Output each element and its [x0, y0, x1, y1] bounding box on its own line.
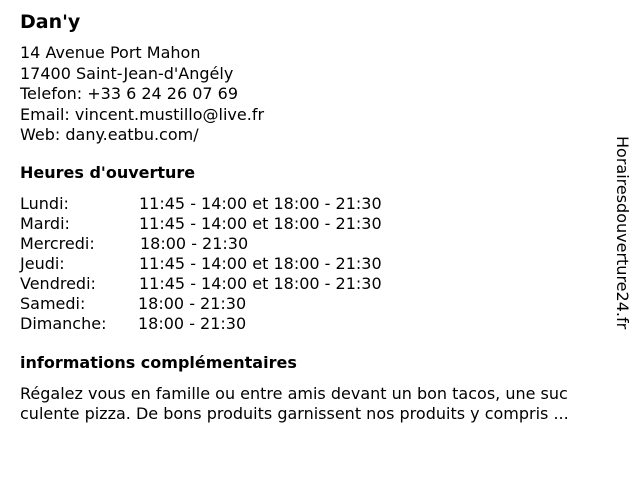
info-line-1: Régalez vous en famille ou entre amis devant un bon tacos, une suc — [20, 384, 568, 403]
hours-time: 18:00 - 21:30 — [138, 314, 247, 333]
info-line-2: culente pizza. De bons produits garnissent nos produits y compris ... — [20, 404, 569, 423]
hours-time: 18:00 - 21:30 — [138, 294, 247, 313]
address-city: 17400 Saint-Jean-d'Angély — [20, 63, 234, 83]
hours-row-monday — [20, 194, 382, 214]
hours-row-saturday — [20, 294, 382, 314]
hours-time: 11:45 - 14:00 et 18:00 - 21:30 — [139, 194, 382, 213]
address-street: 14 Avenue Port Mahon — [20, 43, 201, 62]
hours-row-wednesday — [20, 234, 382, 254]
hours-time: 11:45 - 14:00 et 18:00 - 21:30 — [139, 214, 382, 233]
website-address: Web: dany.eatbu.com/ — [20, 125, 199, 144]
hours-time: 11:45 - 14:00 et 18:00 - 21:30 — [139, 254, 382, 273]
contact-block — [20, 43, 264, 146]
hours-row-thursday — [20, 254, 382, 274]
hours-day: Dimanche: — [20, 314, 107, 333]
hours-row-tuesday — [20, 214, 382, 234]
hours-time: 18:00 - 21:30 — [140, 234, 249, 253]
additional-info-text — [20, 384, 625, 424]
email-address: Email: vincent.mustillo@live.fr — [20, 104, 265, 124]
hours-row-friday — [20, 274, 382, 294]
hours-day: Mardi: — [20, 214, 70, 233]
hours-day: Samedi: — [20, 294, 86, 313]
hours-day: Mercredi: — [20, 234, 95, 253]
hours-day: Vendredi: — [20, 274, 96, 293]
hours-time: 11:45 - 14:00 et 18:00 - 21:30 — [139, 274, 382, 293]
additional-info-heading: informations complémentaires — [20, 353, 297, 372]
hours-day: Jeudi: — [20, 254, 65, 273]
opening-hours-list — [20, 194, 382, 334]
opening-hours-heading: Heures d'ouverture — [20, 163, 196, 182]
phone-number: Telefon: +33 6 24 26 07 69 — [20, 84, 239, 103]
business-name: Dan'y — [20, 11, 81, 33]
site-watermark: Horairesdouverture24.fr — [613, 136, 632, 330]
hours-day: Lundi: — [20, 194, 69, 213]
hours-row-sunday — [20, 314, 382, 334]
